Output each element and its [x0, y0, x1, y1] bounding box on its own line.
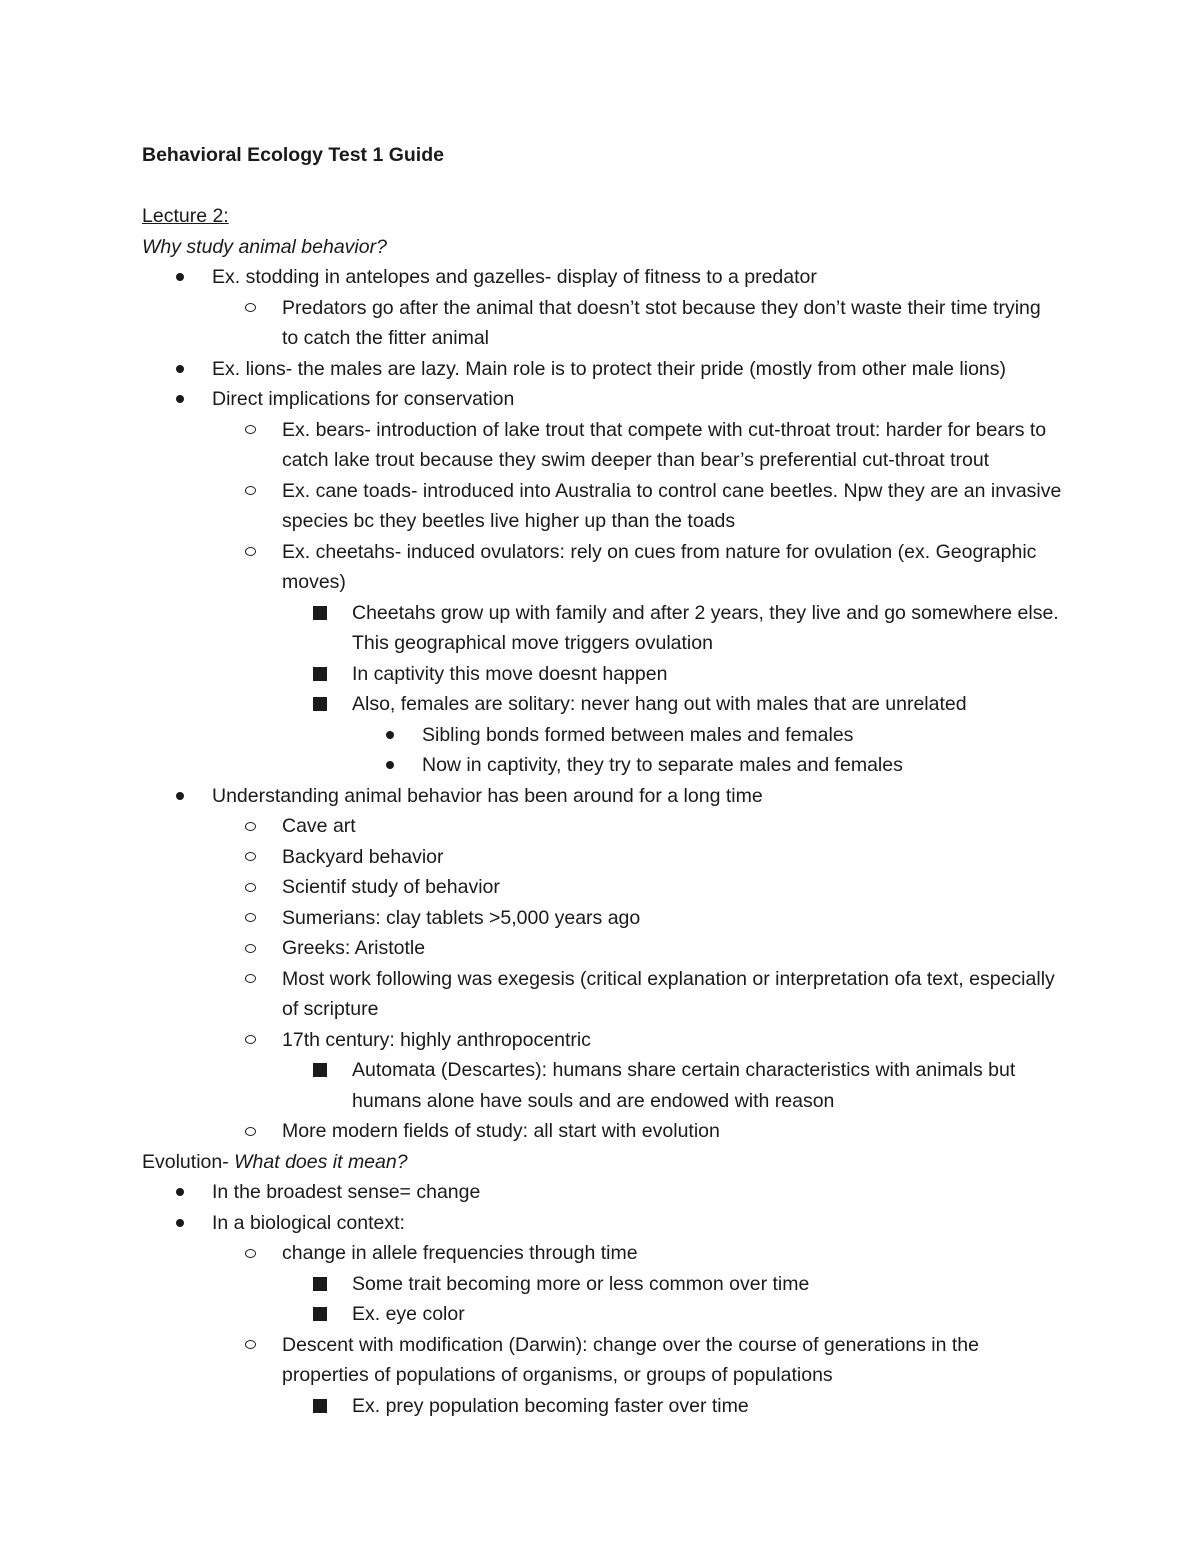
bullet-dot-icon: [380, 720, 400, 751]
list-item-text: Now in captivity, they try to separate males and females: [422, 754, 903, 776]
list-item-text: 17th century: highly anthropocentric: [282, 1028, 591, 1051]
list-item-text: Sibling bonds formed between males and females: [422, 723, 854, 746]
list-item: [142, 354, 1062, 385]
list-item: [142, 781, 1062, 1147]
list-item: [142, 1208, 1062, 1422]
bullet-ring-icon: [240, 1238, 260, 1269]
nested-bullet-list: [212, 1238, 1062, 1421]
bullet-square-icon: [310, 1269, 330, 1300]
bullet-dot-icon: [170, 1208, 190, 1239]
list-item-text: Backyard behavior: [282, 845, 444, 868]
nested-bullet-list: [282, 598, 1062, 781]
list-item-text: In captivity this move doesnt happen: [352, 662, 668, 685]
evolution-heading-prefix: Evolution-: [142, 1150, 235, 1173]
bullet-dot-icon: [380, 750, 400, 781]
evolution-bullet-list: [142, 1177, 1062, 1421]
list-item-text: Ex. eye color: [352, 1303, 465, 1325]
list-item: [142, 384, 1062, 781]
bullet-square-icon: [310, 1299, 330, 1330]
list-item-text: Greeks: Aristotle: [282, 937, 426, 959]
list-item-text: Also, females are solitary: never hang out with males that are unrelated: [352, 693, 967, 715]
bullet-square-icon: [310, 598, 330, 629]
list-item-text: Ex. stodding in antelopes and gazelles- display of fitness to a predator: [212, 266, 817, 288]
bullet-ring-icon: [240, 537, 260, 568]
list-item: [282, 1299, 1062, 1330]
bullet-square-icon: [310, 1055, 330, 1086]
list-item-text: Understanding animal behavior has been around for a long time: [212, 784, 763, 807]
list-item-text: Descent with modification (Darwin): change over the course of generations in the properties of populations of organisms, or groups of populations: [282, 1333, 979, 1386]
bullet-ring-icon: [240, 872, 260, 903]
list-item-text: Direct implications for conservation: [212, 388, 515, 410]
list-item: [212, 842, 1062, 873]
bullet-ring-icon: [240, 1330, 260, 1361]
list-item: [282, 1391, 1062, 1422]
bullet-dot-icon: [170, 781, 190, 812]
list-item-text: Cheetahs grow up with family and after 2 years, they live and go somewhere else. This geographical move triggers ovulation: [352, 601, 1059, 654]
list-item-text: Predators go after the animal that doesn’t stot because they don’t waste their time trying to catch the fitter animal: [282, 296, 1041, 349]
bullet-ring-icon: [240, 1025, 260, 1056]
list-item-text: Scientif study of behavior: [282, 876, 500, 898]
list-item: [142, 1177, 1062, 1208]
bullet-dot-icon: [170, 1177, 190, 1208]
list-item-text: Most work following was exegesis (critical explanation or interpretation ofa text, especially of scripture: [282, 967, 1055, 1020]
bullet-square-icon: [310, 689, 330, 720]
list-item-text: In a biological context:: [212, 1211, 405, 1234]
list-item: [212, 1238, 1062, 1330]
nested-bullet-list: [282, 1391, 1062, 1422]
evolution-heading: [142, 1147, 1062, 1178]
list-item: [212, 1025, 1062, 1117]
list-item: [282, 659, 1062, 690]
lecture-subheading: Why study animal behavior?: [142, 235, 387, 258]
list-item: [142, 262, 1062, 354]
nested-bullet-list: [212, 811, 1062, 1147]
list-item: [212, 872, 1062, 903]
bullet-dot-icon: [170, 384, 190, 415]
list-item: [352, 720, 1062, 751]
evolution-heading-question: What does it mean?: [234, 1150, 408, 1173]
list-item: [282, 598, 1062, 659]
list-item: [212, 964, 1062, 1025]
bullet-ring-icon: [240, 415, 260, 446]
document-body: [142, 201, 1062, 1421]
list-item-text: Cave art: [282, 815, 356, 837]
list-item: [282, 1269, 1062, 1300]
bullet-ring-icon: [240, 1116, 260, 1147]
list-item: [282, 689, 1062, 781]
list-item-text: Ex. lions- the males are lazy. Main role is to protect their pride (mostly from other male lions): [212, 357, 1007, 380]
bullet-ring-icon: [240, 964, 260, 995]
nested-bullet-list: [212, 415, 1062, 781]
bullet-square-icon: [310, 1391, 330, 1422]
lecture-bullet-list: [142, 262, 1062, 1147]
bullet-dot-icon: [170, 262, 190, 293]
bullet-ring-icon: [240, 842, 260, 873]
bullet-ring-icon: [240, 811, 260, 842]
list-item: [282, 1055, 1062, 1116]
list-item-text: Sumerians: clay tablets >5,000 years ago: [282, 906, 641, 929]
bullet-ring-icon: [240, 476, 260, 507]
list-item: [212, 1116, 1062, 1147]
list-item-text: More modern fields of study: all start with evolution: [282, 1120, 720, 1142]
list-item: [212, 537, 1062, 781]
list-item-text: In the broadest sense= change: [212, 1181, 481, 1203]
list-item-text: Ex. prey population becoming faster over time: [352, 1394, 749, 1417]
document-title: Behavioral Ecology Test 1 Guide: [142, 144, 444, 166]
nested-bullet-list: [282, 1269, 1062, 1330]
bullet-dot-icon: [170, 354, 190, 385]
list-item: [212, 293, 1062, 354]
list-item-text: change in allele frequencies through time: [282, 1242, 638, 1264]
bullet-ring-icon: [240, 903, 260, 934]
list-item: [212, 415, 1062, 476]
list-item: [212, 1330, 1062, 1422]
list-item-text: Ex. cane toads- introduced into Australia to control cane beetles. Npw they are an invasive species bc they beetles live higher up than the toads: [282, 479, 1062, 532]
list-item: [212, 811, 1062, 842]
lecture-heading: Lecture 2:: [142, 205, 229, 227]
list-item-text: Ex. cheetahs- induced ovulators: rely on cues from nature for ovulation (ex. Geographic moves): [282, 540, 1037, 593]
nested-bullet-list: [352, 720, 1062, 781]
list-item: [352, 750, 1062, 781]
bullet-square-icon: [310, 659, 330, 690]
list-item-text: Automata (Descartes): humans share certain characteristics with animals but humans alone have souls and are endowed with reason: [352, 1059, 1016, 1112]
list-item: [212, 476, 1062, 537]
nested-bullet-list: [212, 293, 1062, 354]
list-item: [212, 903, 1062, 934]
list-item: [212, 933, 1062, 964]
bullet-ring-icon: [240, 293, 260, 324]
bullet-ring-icon: [240, 933, 260, 964]
nested-bullet-list: [282, 1055, 1062, 1116]
list-item-text: Ex. bears- introduction of lake trout that compete with cut-throat trout: harder for bears to catch lake trout because they swim deeper than bear’s preferential cut-throat trout: [282, 418, 1047, 471]
list-item-text: Some trait becoming more or less common over time: [352, 1272, 810, 1295]
